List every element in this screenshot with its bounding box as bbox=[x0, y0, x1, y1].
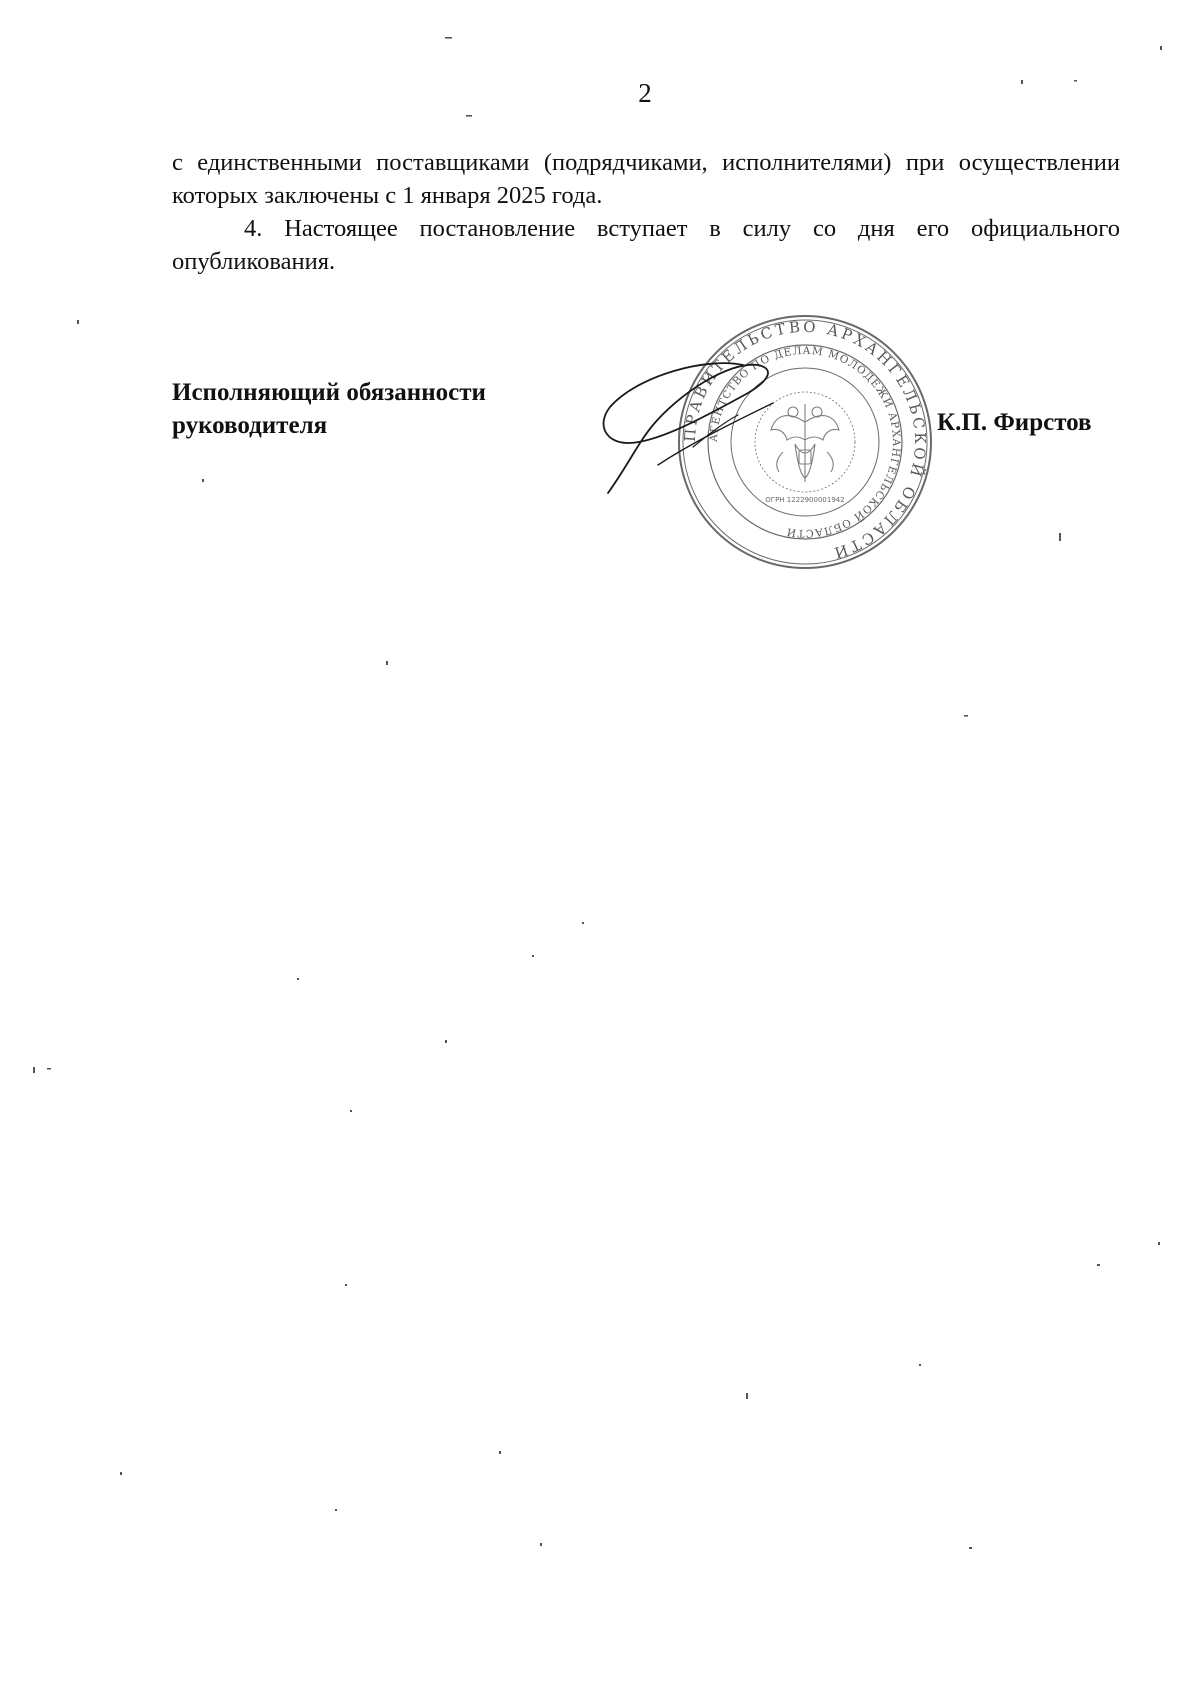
signatory-title-line-1: Исполняющий обязанности bbox=[172, 379, 486, 406]
page-number: 2 bbox=[638, 78, 652, 108]
seal-inner-text: АГЕНТСТВО ПО ДЕЛАМ МОЛОДЕЖИ АРХАНГЕЛЬСКОЙ ОБЛАСТИ bbox=[707, 344, 903, 540]
signatory-title-line-2: руководителя bbox=[172, 412, 328, 439]
handwritten-signature bbox=[598, 355, 798, 500]
paragraph-item-4: 4. Настоящее постановление вступает в силу со дня его официального опубликования. bbox=[172, 215, 1120, 275]
paragraph-continuation: с единственными поставщиками (подрядчиками, исполнителями) при осуществлении которых заключены с 1 января 2025 года. bbox=[172, 149, 1120, 209]
signatory-name: К.П. Фирстов bbox=[937, 409, 1092, 436]
signatory-title bbox=[172, 376, 486, 442]
seal-registration-text: ОГРН 1222900001942 bbox=[765, 496, 845, 504]
seal-outer-text: ПРАВИТЕЛЬСТВО АРХАНГЕЛЬСКОЙ ОБЛАСТИ bbox=[680, 317, 930, 563]
